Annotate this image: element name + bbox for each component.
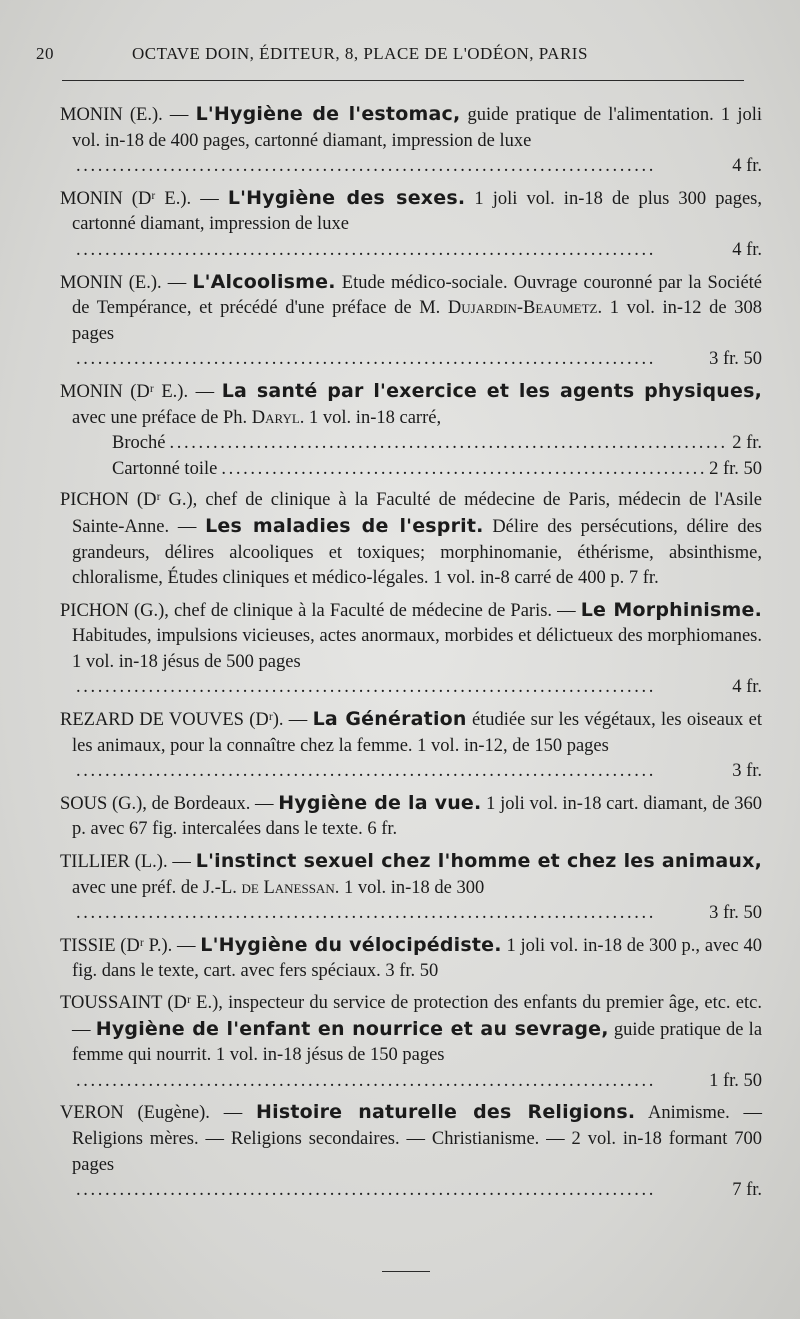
entry-title: Hygiène de l'enfant en nourrice et au sevrage, bbox=[95, 1017, 609, 1040]
dot-leader bbox=[76, 1069, 705, 1095]
dot-leader bbox=[76, 154, 728, 180]
dot-leader bbox=[169, 431, 728, 457]
entry-price-line bbox=[60, 154, 762, 180]
dot-leader bbox=[76, 1178, 728, 1204]
entry-price-line bbox=[60, 901, 762, 927]
entry-author: PICHON (G.), chef de clinique à la Faculté de médecine de Paris. — bbox=[60, 600, 576, 621]
entry-title: Le Morphinisme. bbox=[580, 598, 763, 621]
entry-author: TOUSSAINT (Dʳ E.), inspecteur du service de protection des enfants du premier âge, etc. etc. — bbox=[60, 993, 762, 1040]
entry-price: 4 fr. bbox=[732, 239, 762, 260]
entry-title: Histoire naturelle des Religions. bbox=[256, 1101, 636, 1124]
dot-leader bbox=[76, 238, 728, 264]
dot-leader bbox=[76, 675, 728, 701]
entry-smallcaps-name: de Lanessan bbox=[241, 877, 335, 898]
entry-description: guide pratique de la femme qui nourrit. 1 vol. in-18 jésus de 150 pages bbox=[72, 1019, 763, 1066]
entry-author: MONIN (E.). — bbox=[60, 105, 189, 125]
entry-body bbox=[60, 102, 762, 154]
entry-description: 1 joli vol. in-18 de plus 300 pages, cartonné diamant, impression de luxe bbox=[72, 188, 763, 235]
entry-price-line bbox=[60, 675, 762, 701]
entry-description: Etude médico-sociale. Ouvrage couronné par la Société de Tempérance, et précédé d'une préface de M. bbox=[72, 272, 763, 319]
entry-description-cont: . 1 vol. in-12 de 308 pages bbox=[72, 298, 762, 344]
catalog-entry bbox=[60, 102, 762, 180]
entry-author: VERON (Eugène). — bbox=[60, 1103, 243, 1124]
entry-description: guide pratique de l'alimentation. 1 joli vol. in-18 de 400 pages, cartonné diamant, impression de luxe bbox=[72, 105, 763, 151]
entry-body bbox=[60, 270, 762, 348]
entry-body bbox=[60, 991, 762, 1069]
entry-description-cont: . 1 vol. in-18 carré, bbox=[299, 407, 442, 428]
entry-author: MONIN (E.). — bbox=[60, 272, 187, 293]
entry-price-line bbox=[60, 347, 762, 373]
entry-price: 3 fr. 50 bbox=[709, 349, 762, 370]
entry-title: L'Hygiène des sexes. bbox=[227, 186, 466, 209]
entry-author: TISSIE (Dʳ P.). — bbox=[60, 935, 196, 956]
entry-price: 7 fr. bbox=[628, 568, 659, 589]
page-number: 20 bbox=[36, 44, 54, 63]
entry-price-line bbox=[60, 759, 762, 785]
entry-author: REZARD DE VOUVES (Dʳ). — bbox=[60, 710, 308, 731]
entry-description: Animisme. — Religions mères. — Religions secondaires. — Christianisme. — 2 vol. in-18 formant 700 pages bbox=[72, 1103, 763, 1175]
catalog-entry bbox=[60, 707, 762, 785]
catalog-entry bbox=[60, 598, 762, 701]
entry-body bbox=[60, 186, 762, 238]
entry-body bbox=[60, 1100, 762, 1178]
entry-body bbox=[60, 849, 762, 901]
dot-leader bbox=[221, 457, 705, 483]
entry-price: 3 fr. 50 bbox=[385, 961, 439, 982]
variant-label: Broché bbox=[112, 433, 166, 454]
catalog-entry bbox=[60, 1100, 762, 1203]
entry-smallcaps-name: Dujardin-Beaumetz bbox=[447, 298, 598, 319]
catalog-entry bbox=[60, 270, 762, 373]
entry-body bbox=[60, 707, 762, 759]
dot-leader bbox=[76, 901, 705, 927]
catalog-entry bbox=[60, 991, 762, 1094]
entry-price-line bbox=[60, 238, 762, 264]
catalog-entry bbox=[60, 186, 762, 264]
entry-author: MONIN (Dʳ E.). — bbox=[60, 188, 219, 209]
entry-description: 1 joli vol. in-18 de 300 p., avec 40 fig. dans le texte, cart. avec fers spéciaux. bbox=[72, 935, 762, 982]
entry-description: avec une préface de Ph. bbox=[72, 407, 248, 428]
entry-description: Délire des persécutions, délire des grandeurs, délires alcooliques et toxiques; morphinomanie, éthérisme, absinthisme, chloralisme, Études cliniques et médico-légales. 1 vol. in-8 carré de 400 p. bbox=[72, 516, 762, 589]
entry-description-cont: . 1 vol. in-18 de 300 bbox=[334, 877, 485, 898]
entry-description: 1 joli vol. in-18 cart. diamant, de 360 p. avec 67 fig. intercalées dans le texte. bbox=[72, 793, 763, 840]
catalog-entry bbox=[60, 849, 762, 927]
catalog-entry bbox=[60, 933, 762, 985]
entry-title: La Génération bbox=[312, 708, 467, 731]
entry-body bbox=[60, 791, 762, 843]
entry-body bbox=[60, 488, 762, 591]
entry-body bbox=[60, 933, 762, 985]
entry-price: 4 fr. bbox=[732, 677, 762, 698]
entry-variant-line bbox=[60, 457, 762, 483]
entry-title: Hygiène de la vue. bbox=[278, 791, 482, 814]
entry-title: Les maladies de l'esprit. bbox=[205, 514, 484, 537]
dot-leader bbox=[76, 759, 728, 785]
entry-body bbox=[60, 598, 762, 676]
entry-price-line bbox=[60, 1069, 762, 1095]
entry-title: L'Alcoolisme. bbox=[192, 270, 336, 293]
entry-price: 3 fr. bbox=[732, 761, 762, 782]
entry-title: L'instinct sexuel chez l'homme et chez les animaux, bbox=[195, 850, 762, 873]
dot-leader bbox=[76, 347, 705, 373]
entry-author: MONIN (Dʳ E.). — bbox=[60, 381, 215, 402]
entry-price: 3 fr. 50 bbox=[709, 903, 762, 924]
entry-title: La santé par l'exercice et les agents physiques, bbox=[221, 379, 763, 402]
entry-price-line bbox=[60, 1178, 762, 1204]
catalog-entry bbox=[60, 379, 762, 482]
entry-body bbox=[60, 379, 762, 431]
entry-author: PICHON (Dʳ G.), chef de clinique à la Faculté de médecine de Paris, médecin de l'Asile Sainte-Anne. — bbox=[60, 490, 762, 537]
header-rule bbox=[62, 80, 744, 81]
entry-description: étudiée sur les végétaux, les oiseaux et les animaux, pour la connaître chez la femme. 1 vol. in-12, de 150 pages bbox=[72, 710, 763, 756]
catalog-entry bbox=[60, 791, 762, 843]
entry-price: 7 fr. bbox=[732, 1180, 762, 1201]
running-header: OCTAVE DOIN, ÉDITEUR, 8, PLACE DE L'ODÉON, PARIS bbox=[132, 44, 588, 63]
entry-price: 4 fr. bbox=[732, 156, 762, 177]
entry-author: TILLIER (L.). — bbox=[60, 852, 191, 873]
entry-description: Habitudes, impulsions vicieuses, actes anormaux, morbides et délictueux des morphiomanes. 1 vol. in-18 jésus de 500 pages bbox=[72, 626, 762, 672]
variant-label: Cartonné toile bbox=[112, 458, 218, 479]
entry-title: L'Hygiène de l'estomac, bbox=[195, 103, 461, 125]
entry-description: avec une préf. de J.-L. bbox=[72, 877, 237, 898]
entry-title: L'Hygiène du vélocipédiste. bbox=[200, 933, 502, 956]
catalog-entries bbox=[60, 102, 762, 1210]
entry-author: SOUS (G.), de Bordeaux. — bbox=[60, 793, 274, 814]
entry-smallcaps-name: Daryl bbox=[251, 407, 300, 428]
entry-price: 6 fr. bbox=[367, 819, 398, 840]
variant-price: 2 fr. bbox=[732, 433, 762, 454]
footer-rule bbox=[382, 1271, 430, 1272]
catalog-entry bbox=[60, 488, 762, 591]
page-header bbox=[36, 44, 746, 74]
entry-price: 1 fr. 50 bbox=[709, 1070, 762, 1091]
variant-price: 2 fr. 50 bbox=[709, 458, 762, 479]
entry-variant-line bbox=[60, 431, 762, 457]
